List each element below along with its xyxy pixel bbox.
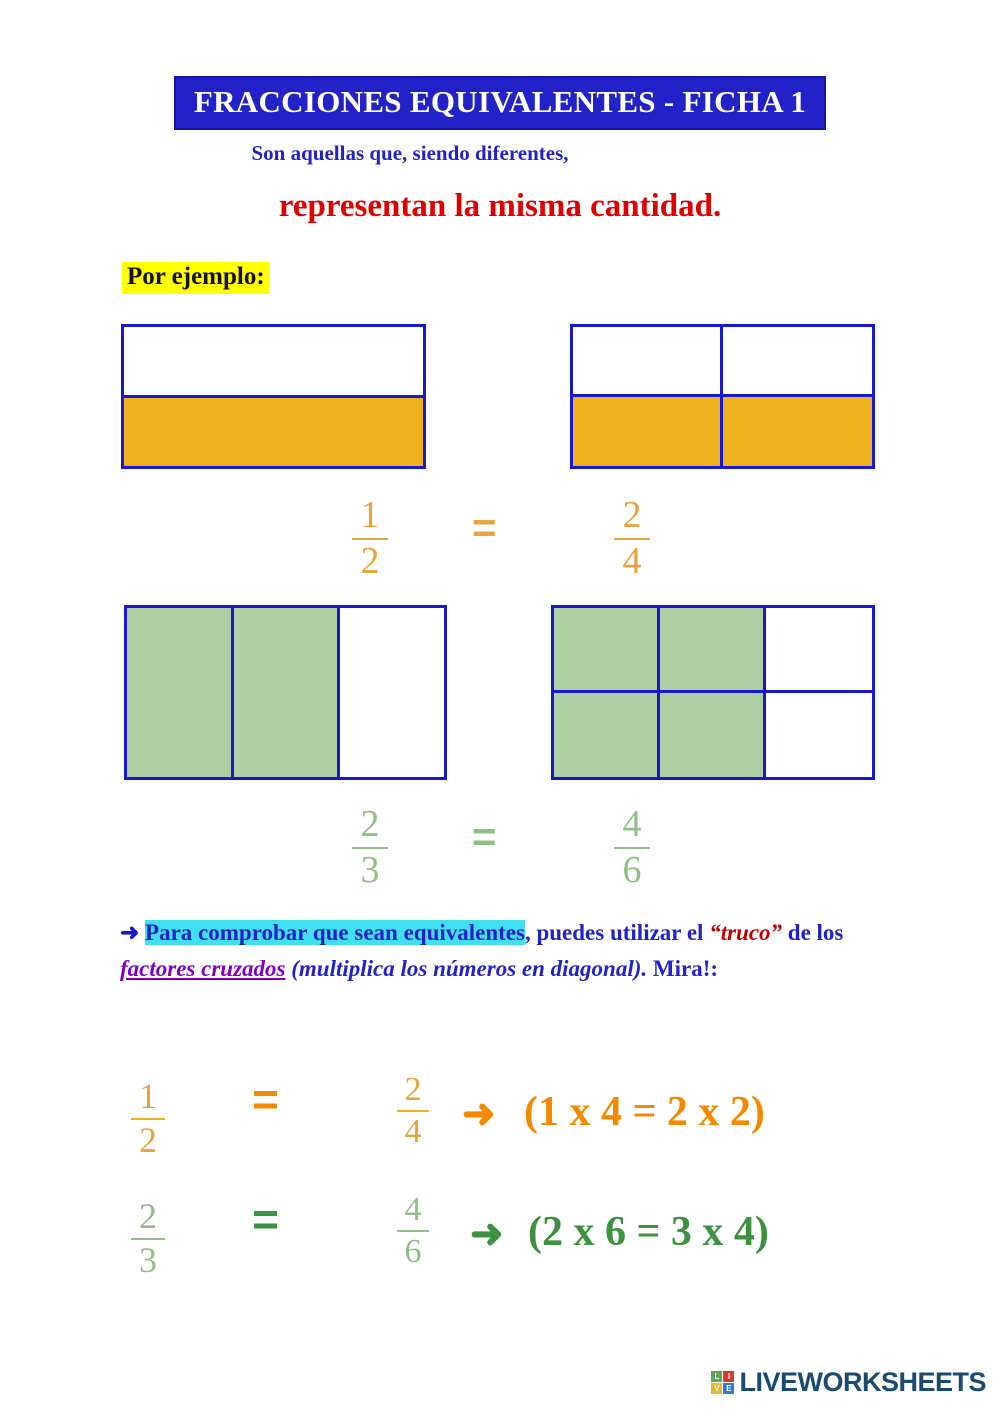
equals-sign-row1: = bbox=[472, 504, 497, 551]
cross-expression-2: (2 x 6 = 3 x 4) bbox=[528, 1209, 769, 1255]
subtitle-line-1: Son aquellas que, siendo diferentes, bbox=[251, 141, 569, 165]
denominator: 6 bbox=[404, 1232, 422, 1270]
grid-cell-shaded bbox=[660, 693, 766, 778]
cross-fraction-right-1 bbox=[383, 1072, 443, 1149]
equals-sign-row2: = bbox=[472, 813, 497, 860]
example-label: Por ejemplo: bbox=[122, 262, 270, 294]
cross-equals-1: = bbox=[252, 1073, 279, 1125]
grid-cell-shaded bbox=[554, 608, 660, 693]
fraction-rule bbox=[397, 1110, 429, 1112]
logo-letter-e: E bbox=[723, 1383, 734, 1394]
bar-cell bbox=[124, 327, 423, 398]
grid-cell bbox=[766, 608, 872, 693]
cross-fraction-right-2 bbox=[383, 1192, 443, 1269]
fraction-two-fourths bbox=[602, 496, 662, 582]
footer-logo[interactable] bbox=[711, 1367, 986, 1398]
denominator: 4 bbox=[622, 539, 642, 582]
truco-emphasis: “truco” bbox=[709, 920, 783, 945]
grid-cell-shaded bbox=[554, 693, 660, 778]
grid-cell-shaded bbox=[723, 397, 873, 467]
fraction-four-sixths bbox=[602, 805, 662, 891]
logo-letter-l: L bbox=[711, 1371, 722, 1382]
denominator: 2 bbox=[360, 539, 380, 582]
denominator: 3 bbox=[139, 1239, 157, 1280]
numerator: 4 bbox=[622, 803, 642, 845]
cross-fraction-left-2 bbox=[118, 1198, 178, 1280]
bar-cell-shaded bbox=[234, 608, 341, 777]
paragraph-mira: Mira!: bbox=[647, 955, 719, 981]
grid-cell-shaded bbox=[573, 397, 723, 467]
arrow-right-icon: ➜ bbox=[120, 920, 140, 945]
denominator: 3 bbox=[360, 848, 380, 891]
bar-cell-shaded bbox=[127, 608, 234, 777]
numerator: 2 bbox=[360, 803, 380, 845]
fraction-grid-four-sixths bbox=[551, 605, 875, 780]
grid-cell bbox=[723, 327, 873, 397]
arrow-right-icon-1: ➜ bbox=[462, 1091, 496, 1136]
liveworksheets-logo-icon bbox=[711, 1371, 734, 1394]
logo-letter-v: V bbox=[711, 1383, 722, 1394]
highlighted-phrase: Para comprobar que sean equivalentes bbox=[145, 920, 525, 945]
numerator: 2 bbox=[404, 1071, 422, 1108]
subtitle-line-2: representan la misma cantidad. bbox=[278, 188, 722, 224]
cross-fraction-left-1 bbox=[118, 1078, 178, 1160]
explanation-paragraph bbox=[120, 915, 880, 986]
factores-cruzados-link: factores cruzados bbox=[120, 955, 286, 981]
brand-name: LIVEWORKSHEETS bbox=[739, 1367, 986, 1397]
grid-cell bbox=[766, 693, 872, 778]
cross-expression-1: (1 x 4 = 2 x 2) bbox=[524, 1089, 765, 1135]
title-container bbox=[0, 76, 1000, 130]
denominator: 6 bbox=[622, 848, 642, 891]
numerator: 4 bbox=[404, 1191, 422, 1228]
logo-letter-i: I bbox=[723, 1371, 734, 1382]
grid-cell bbox=[573, 327, 723, 397]
fraction-rule bbox=[397, 1230, 429, 1232]
fraction-bar-one-half bbox=[121, 324, 426, 469]
paragraph-parenthetical: (multiplica los números en diagonal). bbox=[285, 955, 648, 981]
paragraph-text-mid: de los bbox=[782, 920, 844, 945]
grid-cell-shaded bbox=[660, 608, 766, 693]
bar-cell-shaded bbox=[124, 398, 423, 466]
numerator: 1 bbox=[139, 1076, 157, 1116]
page-title: FRACCIONES EQUIVALENTES - FICHA 1 bbox=[174, 76, 826, 130]
paragraph-text-after: , puedes utilizar el bbox=[524, 920, 710, 945]
arrow-right-icon-2: ➜ bbox=[470, 1211, 504, 1256]
numerator: 2 bbox=[139, 1196, 157, 1236]
numerator: 2 bbox=[622, 494, 642, 536]
fraction-bar-two-thirds bbox=[124, 605, 447, 780]
fraction-two-thirds bbox=[340, 805, 400, 891]
numerator: 1 bbox=[360, 494, 380, 536]
denominator: 2 bbox=[139, 1119, 157, 1160]
fraction-one-half bbox=[340, 496, 400, 582]
bar-cell bbox=[340, 608, 444, 777]
denominator: 4 bbox=[404, 1112, 422, 1150]
cross-equals-2: = bbox=[252, 1193, 279, 1245]
fraction-grid-two-fourths bbox=[570, 324, 875, 469]
